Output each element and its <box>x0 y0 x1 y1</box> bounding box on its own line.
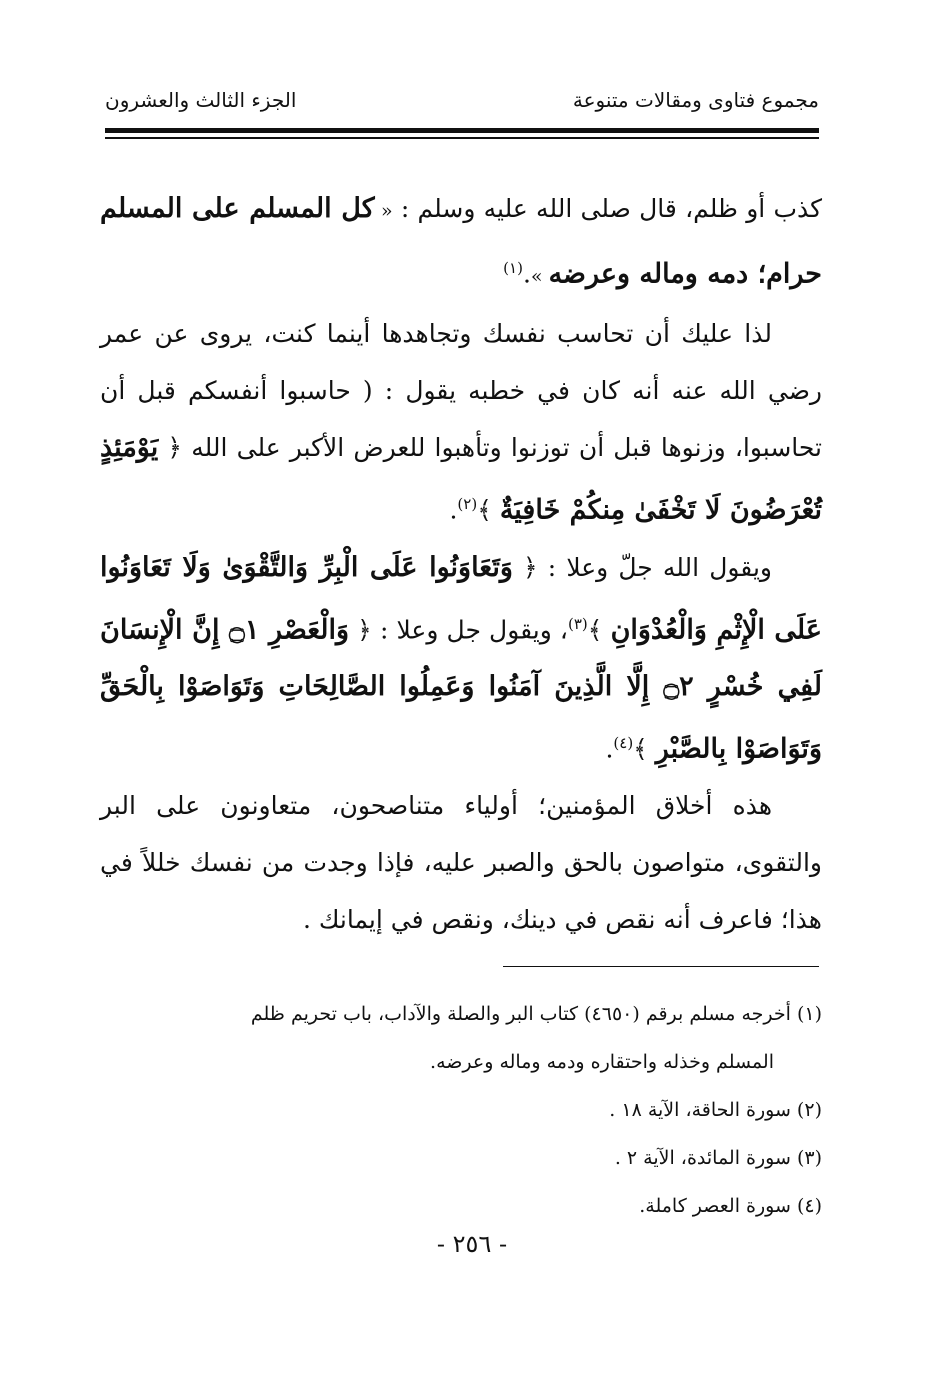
header-rule-thin <box>105 137 819 139</box>
paragraph-3: ويقول الله جلّ وعلا : ﴿ وَتَعَاوَنُوا عَلَى الْبِرِّ وَالتَّقْوَىٰ وَلَا تَعَاوَنُوا عَلَى الْإِثْمِ وَالْعُدْوَانِ ﴾$^{(٣)}$، ويقول جل وعلا : ﴿ وَالْعَصْرِ ۝١ إِنَّ الْإِنسَانَ لَفِي خُسْرٍ ۝٢ إِلَّا الَّذِينَ آمَنُوا وَعَمِلُوا الصَّالِحَاتِ وَتَوَاصَوْا بِالْحَقِّ وَتَوَاصَوْا بِالصَّبْرِ ﴾$^{(٤)}$. <box>100 551 822 765</box>
paragraph-4: هذه أخلاق المؤمنين؛ أولياء متناصحون، متعاونون على البر والتقوى، متواصون بالحق والصبر عليه، فإذا وجدت من نفسك خللاً في هذا؛ فاعرف أنه نقص في دينك، ونقص في إيمانك . <box>100 791 822 935</box>
page-number: - ٢٥٦ - <box>436 1230 508 1258</box>
quran-verse: وَالْعَصْرِ ۝١ إِنَّ الْإِنسَانَ لَفِي خُسْرٍ ۝٢ إِلَّا الَّذِينَ آمَنُوا وَعَمِلُوا الصَّالِحَاتِ وَتَوَاصَوْا بِالْحَقِّ وَتَوَاصَوْا بِالصَّبْرِ <box>100 613 822 765</box>
header-rule-thick <box>105 128 819 133</box>
footnote-2: (٢) سورة الحاقة، الآية ١٨ . <box>609 1099 822 1121</box>
book-title: مجموع فتاوى ومقالات متنوعة <box>572 88 819 112</box>
footnote-ref-4[interactable]: (٤) <box>613 733 634 752</box>
main-text <box>100 180 822 948</box>
volume-label: الجزء الثالث والعشرون <box>105 88 297 112</box>
footnote-1-continued: المسلم وخذله واحتقاره ودمه وماله وعرضه. <box>430 1051 774 1073</box>
running-header <box>105 88 819 122</box>
footnote-ref-1[interactable]: (١) <box>503 259 523 277</box>
quran-verse: يَوْمَئِذٍ تُعْرَضُونَ لَا تَخْفَىٰ مِنكُمْ خَافِيَةٌ <box>100 432 822 526</box>
hadith-quote: كل المسلم على المسلم حرام؛ دمه وماله وعرضه <box>100 193 822 290</box>
footnotes <box>100 990 822 1230</box>
paragraph-1: كذب أو ظلم، قال صلى الله عليه وسلم : « كل المسلم على المسلم حرام؛ دمه وماله وعرضه ».$^{(١)}$ <box>100 193 823 290</box>
paragraph-2: لذا عليك أن تحاسب نفسك وتجاهدها أينما كنت، يروى عن عمر رضي الله عنه أنه كان في خطبه يقول : ( حاسبوا أنفسكم قبل أن تحاسبوا، وزنوها قبل أن توزنوا وتأهبوا للعرض الأكبر على الله ﴿ يَوْمَئِذٍ تُعْرَضُونَ لَا تَخْفَىٰ مِنكُمْ خَافِيَةٌ ﴾$^{(٢)}$. <box>100 319 822 526</box>
footnote-1: (١) أخرجه مسلم برقم (٤٦٥٠) كتاب البر والصلة والآداب، باب تحريم ظلم <box>250 1003 822 1025</box>
quran-verse: وَتَعَاوَنُوا عَلَى الْبِرِّ وَالتَّقْوَىٰ وَلَا تَعَاوَنُوا عَلَى الْإِثْمِ وَالْعُدْوَانِ <box>100 551 822 645</box>
footnote-ref-3[interactable]: (٣) <box>568 614 588 633</box>
footnote-4: (٤) سورة العصر كاملة. <box>639 1195 822 1217</box>
footnote-ref-2[interactable]: (٢) <box>457 495 478 514</box>
footnote-3: (٣) سورة المائدة، الآية ٢ . <box>614 1147 822 1169</box>
footnote-separator <box>503 966 819 967</box>
